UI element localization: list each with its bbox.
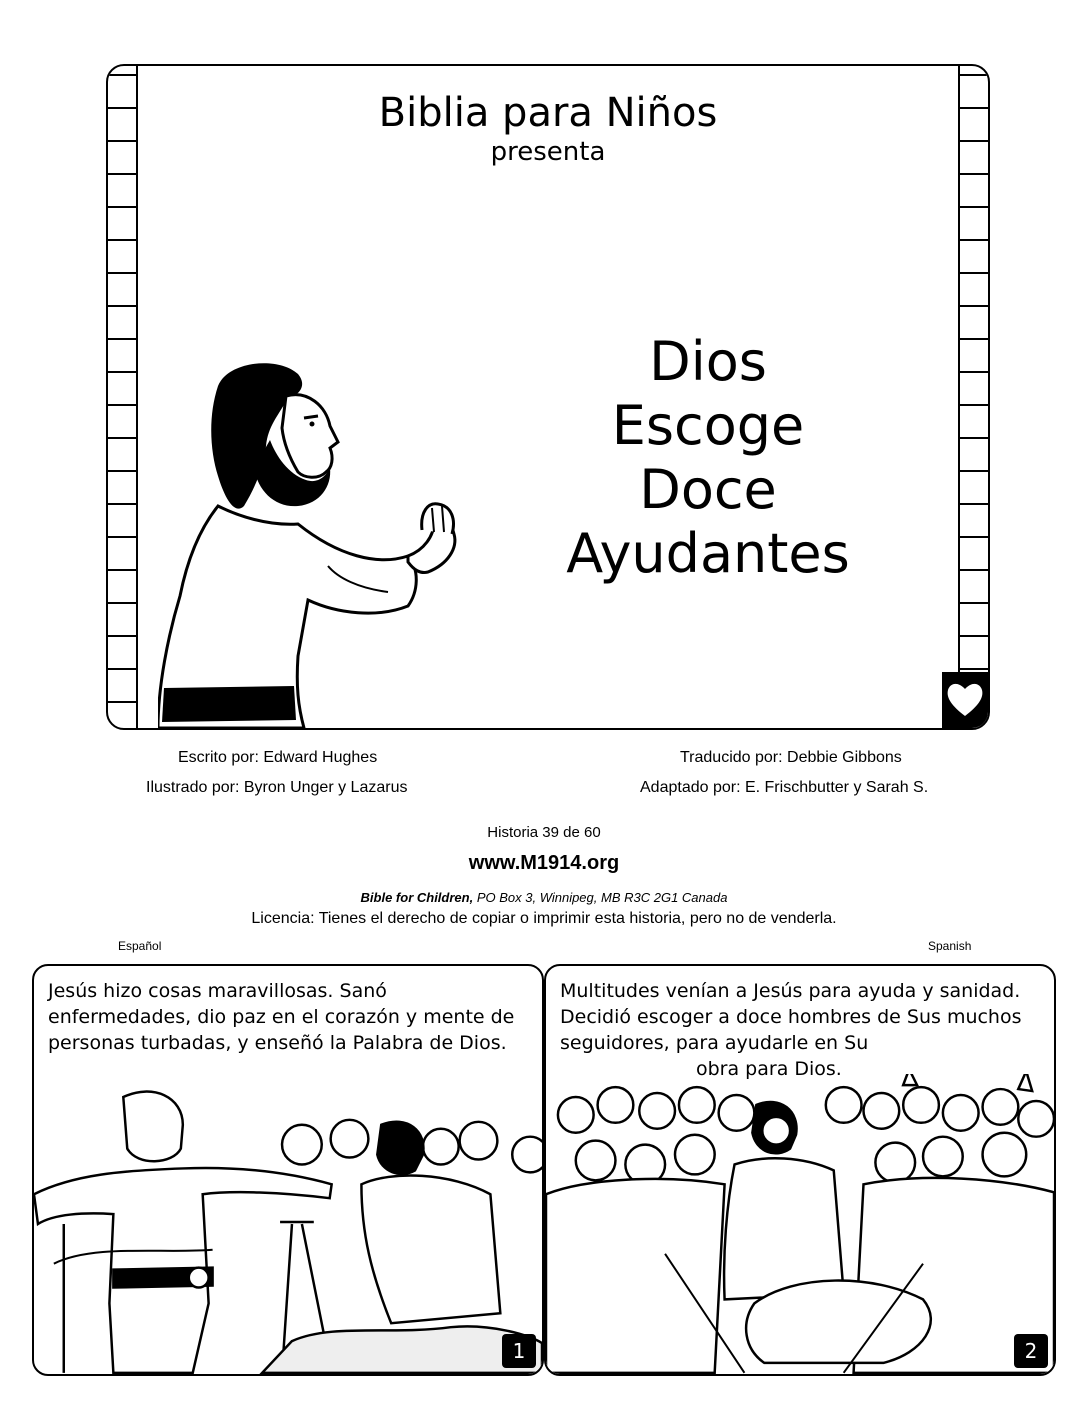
jesus-praying-illustration xyxy=(158,356,518,728)
filmstrip-slot xyxy=(960,635,988,637)
filmstrip-slot xyxy=(108,602,136,604)
caption-line: obra para Dios. xyxy=(696,1058,842,1080)
story-title-line: Ayudantes xyxy=(566,522,850,585)
caption-line: personas turbadas, y enseñó la Palabra de Dios. xyxy=(48,1032,507,1054)
filmstrip-slot xyxy=(108,371,136,373)
illustrated-by: Ilustrado por: Byron Unger y Lazarus xyxy=(146,779,408,796)
filmstrip-slot xyxy=(960,305,988,307)
language-right: Spanish xyxy=(928,939,972,953)
filmstrip-slot xyxy=(108,635,136,637)
filmstrip-slot xyxy=(108,305,136,307)
written-by: Escrito por: Edward Hughes xyxy=(178,749,378,766)
filmstrip-slot xyxy=(960,602,988,604)
story-panel-2 xyxy=(544,964,1056,1376)
filmstrip-slot xyxy=(960,272,988,274)
filmstrip-slot xyxy=(960,668,988,670)
caption-line: enfermedades, dio paz en el corazón y mente de xyxy=(48,1006,515,1028)
presents-label: presenta xyxy=(490,137,606,167)
cover-frame xyxy=(106,64,990,730)
filmstrip-slot xyxy=(108,569,136,571)
publisher-line xyxy=(0,890,1088,905)
filmstrip-slot xyxy=(108,74,136,76)
story-title xyxy=(548,330,868,586)
filmstrip-slot xyxy=(108,173,136,175)
page-number-badge: 1 xyxy=(502,1334,536,1368)
filmstrip-slot xyxy=(960,206,988,208)
filmstrip-slot xyxy=(960,173,988,175)
filmstrip-slot xyxy=(960,470,988,472)
filmstrip-slot xyxy=(108,437,136,439)
filmstrip-slot xyxy=(108,239,136,241)
caption-line: seguidores, para ayudarle en Su xyxy=(560,1032,869,1054)
brand-title: Biblia para Niños xyxy=(378,90,718,136)
caption-line: Jesús hizo cosas maravillosas. Sanó xyxy=(48,980,387,1002)
caption-line: Decidió escoger a doce hombres de Sus muchos xyxy=(560,1006,1022,1028)
filmstrip-slot xyxy=(960,569,988,571)
filmstrip-slot xyxy=(108,206,136,208)
story-title-line: Doce xyxy=(639,458,777,521)
filmstrip-slot xyxy=(960,503,988,505)
adapted-by: Adaptado por: E. Frischbutter y Sarah S. xyxy=(640,779,929,796)
healing-scene-illustration xyxy=(34,1074,542,1374)
filmstrip-slot xyxy=(108,536,136,538)
filmstrip-slot xyxy=(960,404,988,406)
filmstrip-slot xyxy=(108,272,136,274)
filmstrip-slot xyxy=(108,668,136,670)
publisher-address: PO Box 3, Winnipeg, MB R3C 2G1 Canada xyxy=(476,890,728,905)
translated-by: Traducido por: Debbie Gibbons xyxy=(680,749,902,766)
story-title-line: Dios Escoge xyxy=(611,330,805,457)
filmstrip-slot xyxy=(960,371,988,373)
license-text: Licencia: Tienes el derecho de copiar o imprimir esta historia, pero no de venderla. xyxy=(251,910,837,927)
filmstrip-slot xyxy=(960,338,988,340)
filmstrip-slot xyxy=(108,470,136,472)
filmstrip-slot xyxy=(960,74,988,76)
language-left: Español xyxy=(118,939,162,953)
filmstrip-slot xyxy=(108,404,136,406)
filmstrip-slot xyxy=(108,338,136,340)
panel-caption xyxy=(560,978,1022,1082)
heart-logo-icon xyxy=(942,672,988,728)
filmstrip-slot xyxy=(108,503,136,505)
panel-caption xyxy=(48,978,514,1056)
cover-header xyxy=(108,90,988,168)
filmstrip-slot xyxy=(960,239,988,241)
page-number-badge: 2 xyxy=(1014,1334,1048,1368)
publisher-name: Bible for Children, xyxy=(360,890,474,905)
filmstrip-slot xyxy=(960,536,988,538)
story-panel-1 xyxy=(32,964,544,1376)
story-number: Historia 39 de 60 xyxy=(487,824,601,841)
website-link[interactable]: www.M1914.org xyxy=(468,852,620,874)
filmstrip-slot xyxy=(960,437,988,439)
crowd-scene-illustration xyxy=(546,1074,1054,1374)
caption-line: Multitudes venían a Jesús para ayuda y sanidad. xyxy=(560,980,1021,1002)
filmstrip-slot xyxy=(108,701,136,703)
